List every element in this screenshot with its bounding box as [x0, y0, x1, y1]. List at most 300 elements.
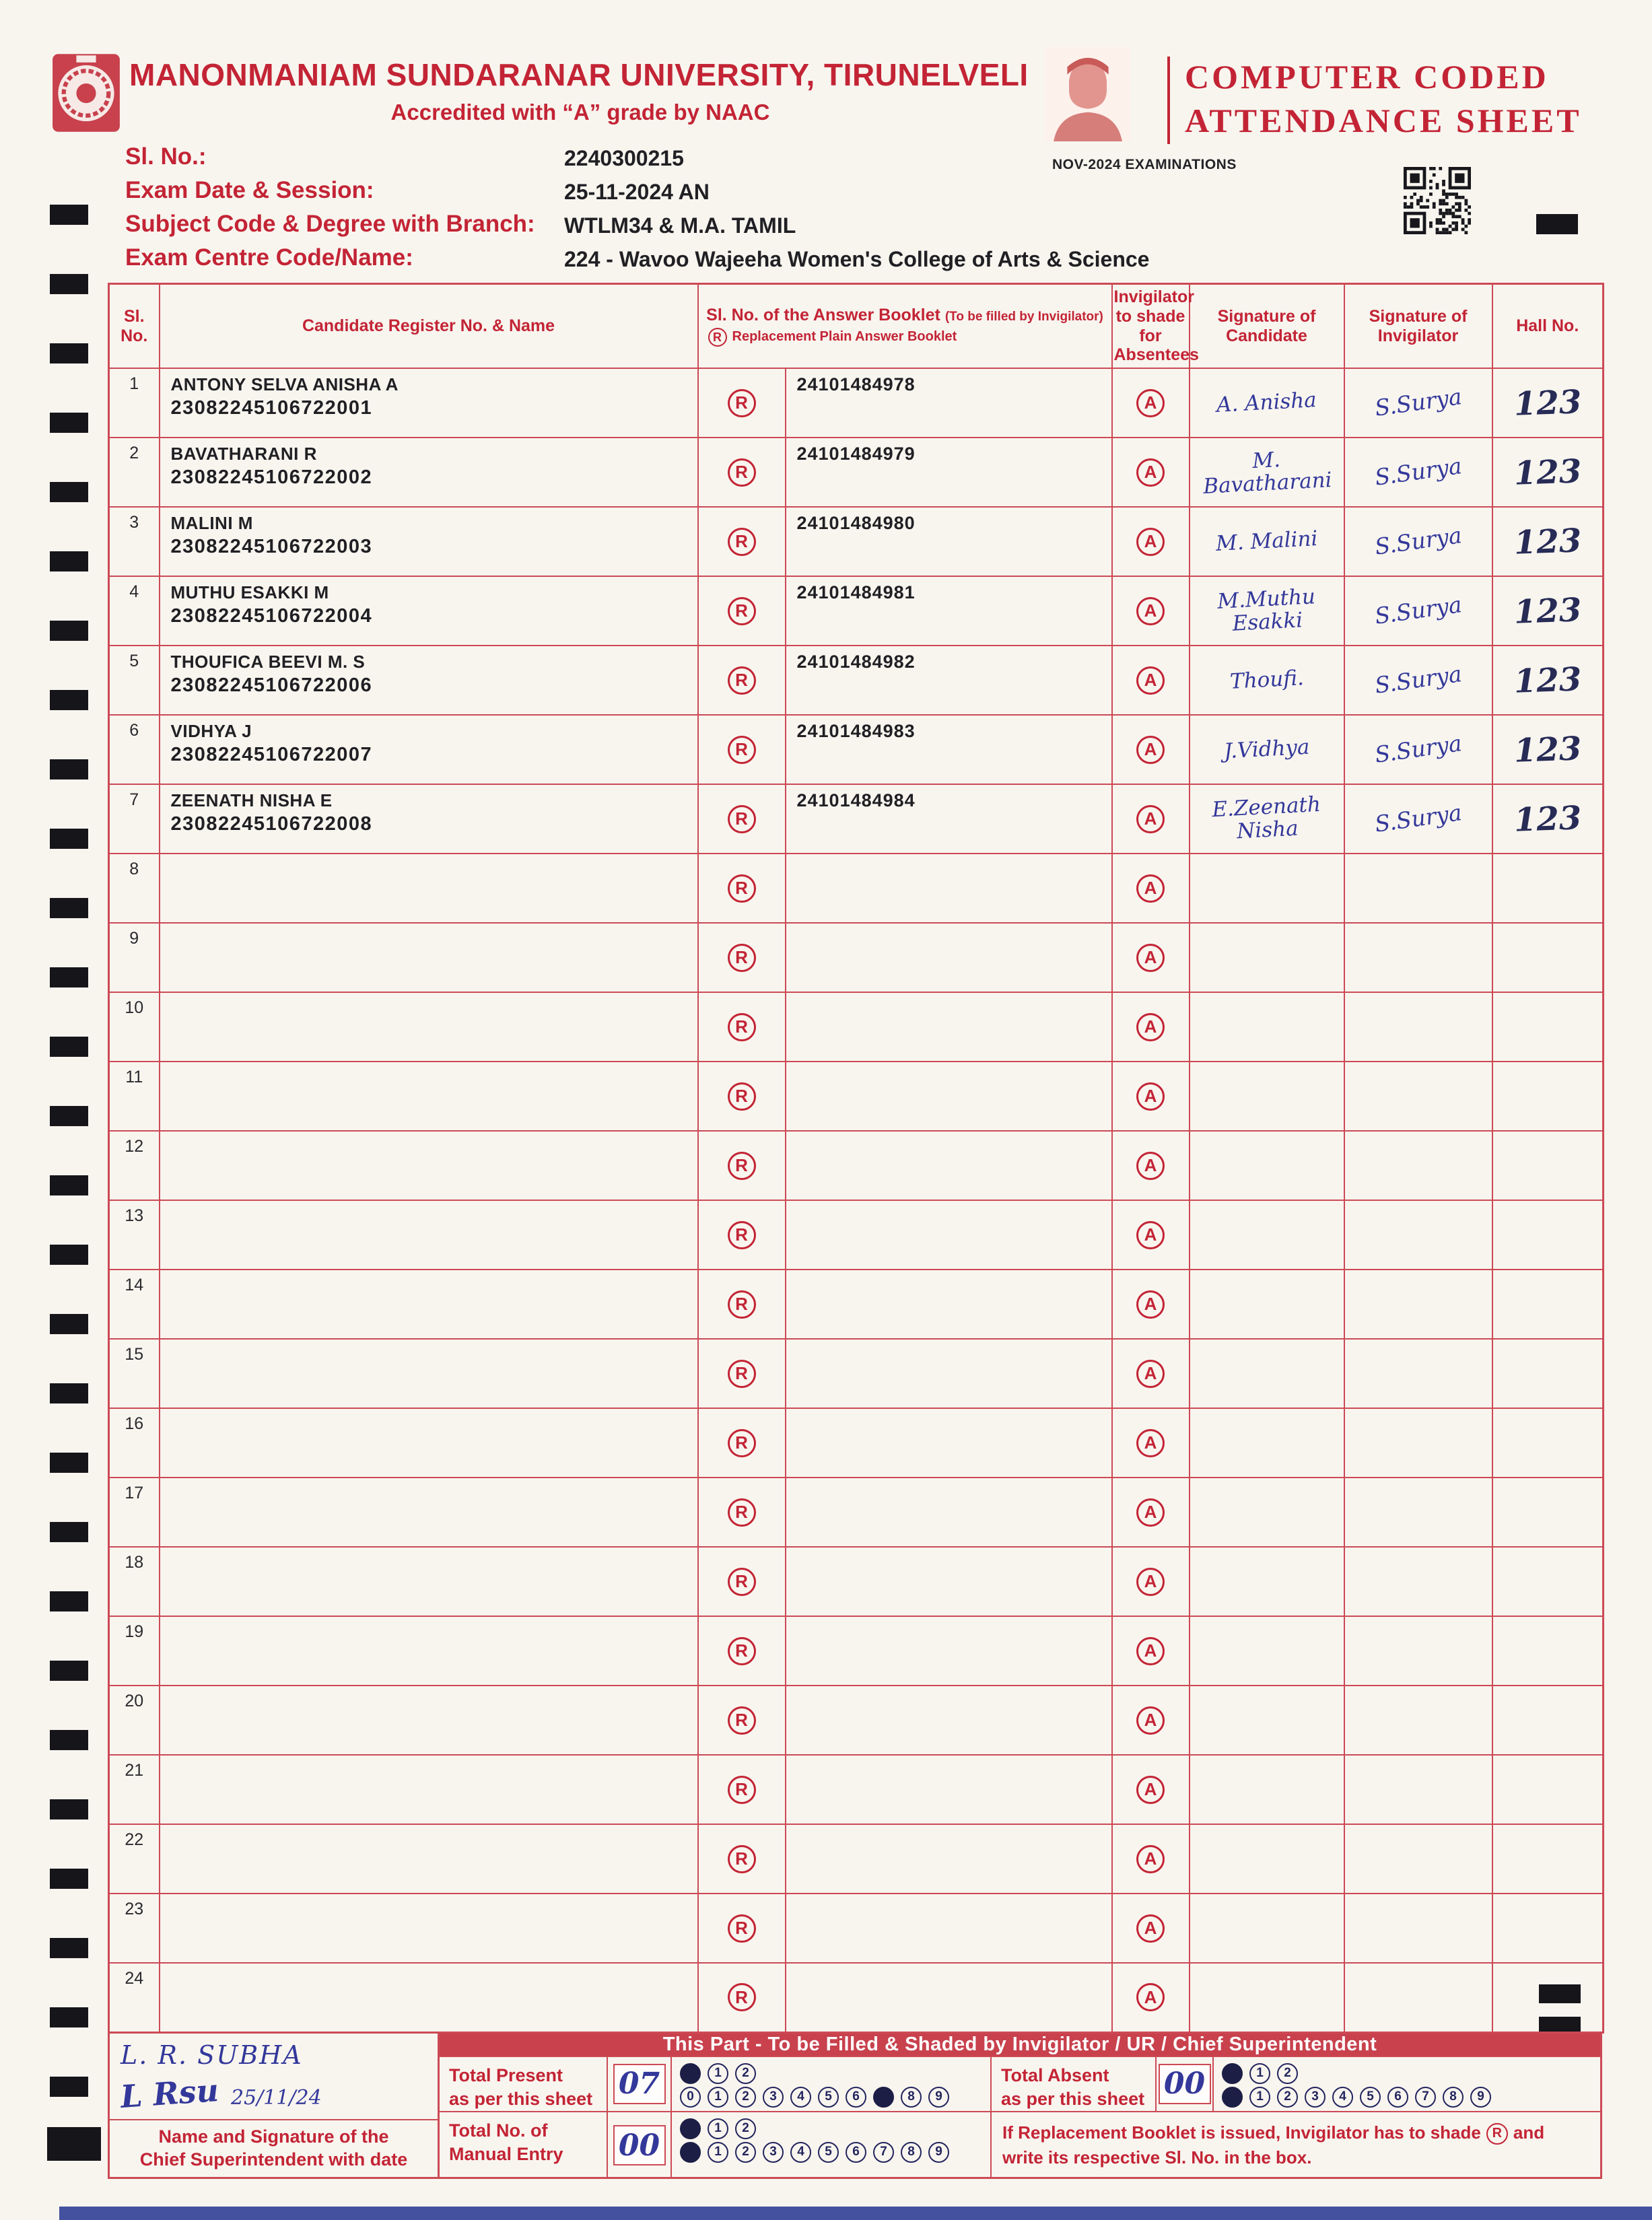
sheet-title — [1185, 55, 1582, 143]
row-candidate-info — [160, 854, 698, 923]
candidate-row — [109, 438, 1604, 507]
shade-bubble-7[interactable]: 7 — [873, 2142, 894, 2163]
row-absent-bubble[interactable]: A — [1112, 854, 1190, 923]
shade-bubble-1[interactable]: 1 — [1249, 2087, 1270, 2108]
row-invigilator-signature[interactable] — [1344, 1686, 1492, 1755]
row-booklet-no[interactable] — [786, 1200, 1112, 1270]
row-replacement-bubble[interactable]: R — [698, 1963, 786, 2032]
row-candidate-signature[interactable] — [1190, 992, 1344, 1062]
row-serial-no: 15 — [109, 1339, 160, 1408]
row-hall-no[interactable] — [1492, 1062, 1604, 1131]
field-label-subject-code: Subject Code & Degree with Branch: — [125, 211, 535, 237]
shade-bubble-0[interactable] — [680, 2118, 701, 2139]
row-candidate-signature[interactable]: A. Anisha — [1190, 368, 1344, 438]
row-serial-no: 18 — [109, 1547, 160, 1616]
row-hall-no[interactable]: 123 — [1492, 368, 1604, 438]
row-candidate-info — [160, 1339, 698, 1408]
row-candidate-signature[interactable] — [1190, 1616, 1344, 1686]
row-absent-bubble[interactable]: A — [1112, 1963, 1190, 2032]
row-invigilator-signature[interactable]: S.Surya — [1344, 646, 1492, 715]
row-serial-no: 12 — [109, 1131, 160, 1200]
registration-mark-bottom-left — [47, 2127, 101, 2161]
candidate-row — [109, 1894, 1604, 1963]
shade-bubble-6[interactable]: 6 — [846, 2142, 866, 2163]
row-candidate-info — [160, 1616, 698, 1686]
row-hall-no[interactable] — [1492, 1270, 1604, 1339]
row-candidate-signature[interactable] — [1190, 1894, 1344, 1963]
row-booklet-no[interactable] — [786, 1131, 1112, 1200]
shade-bubble-9[interactable]: 9 — [1470, 2087, 1491, 2108]
field-label-exam-date: Exam Date & Session: — [125, 177, 374, 203]
row-candidate-signature[interactable]: E.Zeenath Nisha — [1190, 784, 1344, 854]
row-candidate-info — [160, 1200, 698, 1270]
row-invigilator-signature[interactable] — [1344, 1755, 1492, 1824]
shade-bubble-3[interactable]: 3 — [763, 2142, 784, 2163]
row-serial-no: 10 — [109, 992, 160, 1062]
accreditation-line: Accredited with “A” grade by NAAC — [390, 100, 770, 125]
field-label-exam-centre: Exam Centre Code/Name: — [125, 244, 413, 271]
shade-bubble-3[interactable]: 3 — [1305, 2087, 1326, 2108]
row-candidate-signature[interactable] — [1190, 923, 1344, 992]
row-booklet-no[interactable] — [786, 1616, 1112, 1686]
attendance-table — [108, 283, 1604, 2034]
header-divider — [1167, 57, 1170, 144]
row-absent-bubble[interactable]: A — [1112, 1408, 1190, 1478]
manual-entry-value-box[interactable] — [608, 2112, 672, 2179]
row-absent-bubble[interactable]: A — [1112, 1686, 1190, 1755]
row-replacement-bubble[interactable]: R — [698, 715, 786, 784]
shade-bubble-9[interactable]: 9 — [928, 2087, 949, 2108]
row-hall-no[interactable] — [1492, 1408, 1604, 1478]
shade-bubble-2[interactable]: 2 — [735, 2063, 756, 2084]
row-replacement-bubble[interactable]: R — [698, 1824, 786, 1894]
row-booklet-no[interactable] — [786, 1547, 1112, 1616]
row-booklet-no[interactable] — [786, 1894, 1112, 1963]
row-hall-no[interactable] — [1492, 1547, 1604, 1616]
row-candidate-info: MALINI M 23082245106722003 — [160, 507, 698, 576]
row-candidate-signature[interactable] — [1190, 1963, 1344, 2032]
manual-entry-row — [440, 2111, 1600, 2179]
row-invigilator-signature[interactable]: S.Surya — [1344, 438, 1492, 507]
row-serial-no: 11 — [109, 1062, 160, 1131]
row-serial-no: 20 — [109, 1686, 160, 1755]
row-invigilator-signature[interactable] — [1344, 1963, 1492, 2032]
chief-date-handwritten: 25/11/24 — [230, 2085, 322, 2110]
candidate-row — [109, 1616, 1604, 1686]
total-absent-label: Total Absent as per this sheet — [992, 2057, 1157, 2111]
main-content — [108, 283, 1602, 2179]
row-serial-no: 23 — [109, 1894, 160, 1963]
row-candidate-info — [160, 1270, 698, 1339]
candidate-row — [109, 576, 1604, 646]
row-invigilator-signature[interactable]: S.Surya — [1344, 507, 1492, 576]
shade-bubble-6[interactable]: 6 — [1387, 2087, 1408, 2108]
row-serial-no: 1 — [109, 368, 160, 438]
row-candidate-signature[interactable]: Thoufi. — [1190, 646, 1344, 715]
row-hall-no[interactable] — [1492, 1894, 1604, 1963]
row-serial-no: 19 — [109, 1616, 160, 1686]
row-invigilator-signature[interactable] — [1344, 992, 1492, 1062]
row-invigilator-signature[interactable] — [1344, 1547, 1492, 1616]
candidate-row — [109, 992, 1604, 1062]
row-invigilator-signature[interactable] — [1344, 1200, 1492, 1270]
row-replacement-bubble[interactable]: R — [698, 507, 786, 576]
row-hall-no[interactable]: 123 — [1492, 438, 1604, 507]
chief-superintendent-cell — [110, 2034, 440, 2177]
row-serial-no: 4 — [109, 576, 160, 646]
row-hall-no[interactable]: 123 — [1492, 646, 1604, 715]
row-booklet-no[interactable] — [786, 1686, 1112, 1755]
col-header-signature-invigilator: Signature of Invigilator — [1344, 284, 1492, 369]
row-replacement-bubble[interactable]: R — [698, 784, 786, 854]
row-candidate-info — [160, 1062, 698, 1131]
row-candidate-info: THOUFICA BEEVI M. S 23082245106722006 — [160, 646, 698, 715]
row-invigilator-signature[interactable]: S.Surya — [1344, 784, 1492, 854]
university-name: MANONMANIAM SUNDARANAR UNIVERSITY, TIRUNELVELI — [129, 57, 1029, 92]
portrait-image — [1045, 47, 1131, 141]
chief-label: Name and Signature of the Chief Superintendent with date — [110, 2119, 438, 2177]
row-serial-no: 2 — [109, 438, 160, 507]
shade-bubble-8[interactable]: 8 — [1443, 2087, 1464, 2108]
row-replacement-bubble[interactable]: R — [698, 646, 786, 715]
row-hall-no[interactable] — [1492, 854, 1604, 923]
row-absent-bubble[interactable]: A — [1112, 1824, 1190, 1894]
candidate-row — [109, 1200, 1604, 1270]
row-hall-no[interactable] — [1492, 1755, 1604, 1824]
row-candidate-info — [160, 1408, 698, 1478]
row-absent-bubble[interactable]: A — [1112, 438, 1190, 507]
shade-bubble-5[interactable]: 5 — [818, 2087, 839, 2108]
candidate-row — [109, 368, 1604, 438]
row-candidate-info — [160, 1131, 698, 1200]
candidate-row — [109, 1270, 1604, 1339]
row-booklet-no[interactable]: 24101484979 — [786, 438, 1112, 507]
row-replacement-bubble[interactable]: R — [698, 1755, 786, 1824]
row-serial-no: 5 — [109, 646, 160, 715]
row-serial-no: 13 — [109, 1200, 160, 1270]
row-booklet-no[interactable] — [786, 1963, 1112, 2032]
row-booklet-no[interactable] — [786, 992, 1112, 1062]
candidate-row — [109, 646, 1604, 715]
row-booklet-no[interactable]: 24101484982 — [786, 646, 1112, 715]
row-candidate-signature[interactable] — [1190, 1755, 1344, 1824]
row-hall-no[interactable]: 123 — [1492, 784, 1604, 854]
row-replacement-bubble[interactable]: R — [698, 1478, 786, 1547]
qr-code — [1404, 167, 1471, 234]
row-replacement-bubble[interactable]: R — [698, 1200, 786, 1270]
row-candidate-signature[interactable]: M.Muthu Esakki — [1190, 576, 1344, 646]
row-replacement-bubble[interactable]: R — [698, 1131, 786, 1200]
row-booklet-no[interactable] — [786, 1408, 1112, 1478]
row-serial-no: 17 — [109, 1478, 160, 1547]
row-absent-bubble[interactable]: A — [1112, 1200, 1190, 1270]
row-booklet-no[interactable]: 24101484984 — [786, 784, 1112, 854]
chief-signature-area[interactable] — [110, 2034, 438, 2120]
table-header-row — [109, 284, 1604, 369]
shade-bubble-1[interactable]: 1 — [708, 2063, 728, 2084]
footer-section — [108, 2034, 1602, 2179]
attendance-table-body — [109, 368, 1604, 2032]
row-absent-bubble[interactable]: A — [1112, 923, 1190, 992]
row-booklet-no[interactable] — [786, 923, 1112, 992]
university-logo — [51, 53, 121, 133]
replacement-icon: R — [708, 328, 727, 347]
row-candidate-info: ZEENATH NISHA E 23082245106722008 — [160, 784, 698, 854]
shade-bubble-2[interactable]: 2 — [1277, 2063, 1298, 2084]
candidate-row — [109, 854, 1604, 923]
row-absent-bubble[interactable]: A — [1112, 576, 1190, 646]
col-header-booklet: Sl. No. of the Answer Booklet (To be filled by Invigilator) R Replacement Plain Answer Booklet — [698, 284, 1112, 369]
row-candidate-info — [160, 1478, 698, 1547]
row-candidate-signature[interactable] — [1190, 1339, 1344, 1408]
row-invigilator-signature[interactable] — [1344, 1408, 1492, 1478]
col-header-candidate: Candidate Register No. & Name — [160, 284, 698, 369]
shade-bubble-4[interactable]: 4 — [1332, 2087, 1353, 2108]
row-serial-no: 6 — [109, 715, 160, 784]
sheet-title-line2: ATTENDANCE SHEET — [1185, 102, 1582, 139]
shade-bubble-1[interactable]: 1 — [708, 2142, 728, 2163]
shade-bubble-9[interactable]: 9 — [928, 2142, 949, 2163]
row-absent-bubble[interactable]: A — [1112, 507, 1190, 576]
row-absent-bubble[interactable]: A — [1112, 1616, 1190, 1686]
shade-bubble-0[interactable] — [1222, 2087, 1243, 2108]
chief-name-handwritten: L. R. SUBHA — [121, 2040, 303, 2070]
field-value-exam-date: 25-11-2024 AN — [564, 180, 710, 204]
row-booklet-no[interactable] — [786, 1755, 1112, 1824]
row-serial-no: 9 — [109, 923, 160, 992]
row-candidate-info — [160, 1963, 698, 2032]
total-absent-bubbles — [1214, 2057, 1600, 2111]
manual-entry-value: 00 — [618, 2128, 660, 2163]
shade-bubble-2[interactable]: 2 — [735, 2087, 756, 2108]
row-candidate-info: MUTHU ESAKKI M 23082245106722004 — [160, 576, 698, 646]
row-absent-bubble[interactable]: A — [1112, 1478, 1190, 1547]
total-absent-value-box[interactable] — [1157, 2057, 1214, 2111]
row-replacement-bubble[interactable]: R — [698, 368, 786, 438]
row-candidate-signature[interactable]: M. Malini — [1190, 507, 1344, 576]
row-hall-no[interactable] — [1492, 923, 1604, 992]
shade-bubble-0[interactable]: 0 — [680, 2087, 701, 2108]
field-label-sl-no: Sl. No.: — [125, 143, 207, 170]
row-serial-no: 3 — [109, 507, 160, 576]
row-candidate-signature[interactable] — [1190, 1062, 1344, 1131]
row-absent-bubble[interactable]: A — [1112, 1547, 1190, 1616]
row-candidate-signature[interactable] — [1190, 1547, 1344, 1616]
shade-bubble-7[interactable]: 7 — [1415, 2087, 1436, 2108]
row-booklet-no[interactable]: 24101484981 — [786, 576, 1112, 646]
timing-marks-left — [50, 205, 88, 2128]
row-candidate-signature[interactable] — [1190, 1686, 1344, 1755]
row-replacement-bubble[interactable]: R — [698, 1616, 786, 1686]
row-booklet-no[interactable]: 24101484978 — [786, 368, 1112, 438]
row-candidate-signature[interactable] — [1190, 1200, 1344, 1270]
row-absent-bubble[interactable]: A — [1112, 368, 1190, 438]
row-replacement-bubble[interactable]: R — [698, 576, 786, 646]
row-replacement-bubble[interactable]: R — [698, 1270, 786, 1339]
row-invigilator-signature[interactable]: S.Surya — [1344, 576, 1492, 646]
candidate-row — [109, 1963, 1604, 2032]
examinations-label: NOV-2024 EXAMINATIONS — [1052, 157, 1237, 172]
row-hall-no[interactable] — [1492, 1824, 1604, 1894]
shade-bubble-1[interactable]: 1 — [1249, 2063, 1270, 2084]
row-candidate-signature[interactable] — [1190, 1270, 1344, 1339]
row-booklet-no[interactable] — [786, 1478, 1112, 1547]
row-serial-no: 14 — [109, 1270, 160, 1339]
candidate-row — [109, 715, 1604, 784]
shade-bubble-0[interactable] — [680, 2142, 701, 2163]
scan-edge-strip — [59, 2207, 1652, 2220]
row-candidate-signature[interactable] — [1190, 1478, 1344, 1547]
row-booklet-no[interactable] — [786, 1339, 1112, 1408]
row-candidate-signature[interactable] — [1190, 1824, 1344, 1894]
row-invigilator-signature[interactable] — [1344, 1616, 1492, 1686]
row-candidate-info — [160, 1686, 698, 1755]
row-replacement-bubble[interactable]: R — [698, 992, 786, 1062]
row-invigilator-signature[interactable] — [1344, 1270, 1492, 1339]
row-hall-no[interactable]: 123 — [1492, 507, 1604, 576]
replacement-icon: R — [1486, 2123, 1508, 2145]
row-candidate-info: VIDHYA J 23082245106722007 — [160, 715, 698, 784]
row-absent-bubble[interactable]: A — [1112, 1062, 1190, 1131]
row-hall-no[interactable] — [1492, 1616, 1604, 1686]
row-absent-bubble[interactable]: A — [1112, 1270, 1190, 1339]
row-invigilator-signature[interactable] — [1344, 1339, 1492, 1408]
shade-bubble-5[interactable]: 5 — [818, 2142, 839, 2163]
manual-entry-bubbles — [672, 2112, 992, 2179]
row-replacement-bubble[interactable]: R — [698, 1062, 786, 1131]
row-serial-no: 22 — [109, 1824, 160, 1894]
row-invigilator-signature[interactable] — [1344, 1131, 1492, 1200]
row-replacement-bubble[interactable]: R — [698, 854, 786, 923]
row-booklet-no[interactable]: 24101484983 — [786, 715, 1112, 784]
shade-bubble-3[interactable]: 3 — [763, 2087, 784, 2108]
total-present-value-box[interactable] — [608, 2057, 672, 2111]
row-candidate-signature[interactable] — [1190, 1131, 1344, 1200]
col-header-hall: Hall No. — [1492, 284, 1604, 369]
row-hall-no[interactable] — [1492, 1339, 1604, 1408]
field-value-subject-code: WTLM34 & M.A. TAMIL — [564, 213, 796, 238]
row-candidate-info — [160, 923, 698, 992]
shade-bubble-1[interactable]: 1 — [708, 2087, 728, 2108]
total-present-bubbles — [672, 2057, 992, 2111]
shade-bubble-0[interactable] — [1222, 2063, 1243, 2084]
shade-bubble-5[interactable]: 5 — [1360, 2087, 1381, 2108]
row-absent-bubble[interactable]: A — [1112, 784, 1190, 854]
row-invigilator-signature[interactable] — [1344, 1478, 1492, 1547]
candidate-row — [109, 507, 1604, 576]
row-candidate-info — [160, 1824, 698, 1894]
row-candidate-signature[interactable] — [1190, 1408, 1344, 1478]
row-absent-bubble[interactable]: A — [1112, 992, 1190, 1062]
row-hall-no[interactable] — [1492, 992, 1604, 1062]
row-absent-bubble[interactable]: A — [1112, 1755, 1190, 1824]
candidate-row — [109, 1824, 1604, 1894]
row-invigilator-signature[interactable] — [1344, 1824, 1492, 1894]
candidate-row — [109, 923, 1604, 992]
shade-bubble-8[interactable]: 8 — [901, 2087, 922, 2108]
candidate-row — [109, 1062, 1604, 1131]
shade-bubble-2[interactable]: 2 — [735, 2118, 756, 2139]
row-hall-no[interactable] — [1492, 1686, 1604, 1755]
row-invigilator-signature[interactable] — [1344, 1062, 1492, 1131]
row-replacement-bubble[interactable]: R — [698, 438, 786, 507]
shade-bubble-0[interactable] — [680, 2063, 701, 2084]
row-invigilator-signature[interactable] — [1344, 854, 1492, 923]
row-serial-no: 8 — [109, 854, 160, 923]
row-invigilator-signature[interactable]: S.Surya — [1344, 715, 1492, 784]
row-hall-no[interactable] — [1492, 1478, 1604, 1547]
row-candidate-info — [160, 1755, 698, 1824]
row-booklet-no[interactable] — [786, 1270, 1112, 1339]
row-absent-bubble[interactable]: A — [1112, 1894, 1190, 1963]
row-hall-no[interactable] — [1492, 1131, 1604, 1200]
row-replacement-bubble[interactable]: R — [698, 1894, 786, 1963]
row-booklet-no[interactable] — [786, 1062, 1112, 1131]
row-serial-no: 16 — [109, 1408, 160, 1478]
row-serial-no: 24 — [109, 1963, 160, 2032]
row-candidate-signature[interactable]: M. Bavatharani — [1190, 438, 1344, 507]
shade-bubble-2[interactable]: 2 — [735, 2142, 756, 2163]
row-hall-no[interactable]: 123 — [1492, 576, 1604, 646]
shade-bubble-8[interactable]: 8 — [901, 2142, 922, 2163]
row-replacement-bubble[interactable]: R — [698, 923, 786, 992]
row-invigilator-signature[interactable]: S.Surya — [1344, 368, 1492, 438]
candidate-row — [109, 1547, 1604, 1616]
col-header-sl: Sl. No. — [109, 284, 160, 369]
row-replacement-bubble[interactable]: R — [698, 1408, 786, 1478]
row-booklet-no[interactable] — [786, 1824, 1112, 1894]
shade-bubble-4[interactable]: 4 — [790, 2142, 811, 2163]
shade-bubble-1[interactable]: 1 — [708, 2118, 728, 2139]
manual-entry-label: Total No. of Manual Entry — [440, 2112, 608, 2179]
total-present-value: 07 — [618, 2067, 660, 2102]
row-invigilator-signature[interactable] — [1344, 1894, 1492, 1963]
registration-mark-top-right — [1536, 214, 1578, 234]
row-absent-bubble[interactable]: A — [1112, 1339, 1190, 1408]
row-candidate-signature[interactable]: J.Vidhya — [1190, 715, 1344, 784]
row-replacement-bubble[interactable]: R — [698, 1547, 786, 1616]
shade-bubble-6[interactable]: 6 — [846, 2087, 866, 2108]
row-replacement-bubble[interactable]: R — [698, 1686, 786, 1755]
shade-bubble-2[interactable]: 2 — [1277, 2087, 1298, 2108]
replacement-note: If Replacement Booklet is issued, Invigilator has to shade R and write its respective Sl. No. in the box. — [1002, 2122, 1545, 2168]
row-absent-bubble[interactable]: A — [1112, 1131, 1190, 1200]
row-candidate-info — [160, 1894, 698, 1963]
invigilator-part — [440, 2034, 1600, 2177]
row-hall-no[interactable] — [1492, 1963, 1604, 2032]
row-invigilator-signature[interactable] — [1344, 923, 1492, 992]
total-present-label: Total Present as per this sheet — [440, 2057, 608, 2111]
row-hall-no[interactable]: 123 — [1492, 715, 1604, 784]
candidate-row — [109, 1339, 1604, 1408]
candidate-row — [109, 1686, 1604, 1755]
field-value-exam-centre: 224 - Wavoo Wajeeha Women's College of Arts & Science — [564, 247, 1150, 271]
row-replacement-bubble[interactable]: R — [698, 1339, 786, 1408]
row-absent-bubble[interactable]: A — [1112, 646, 1190, 715]
row-candidate-info — [160, 1547, 698, 1616]
invigilator-part-title: This Part - To be Filled & Shaded by Invigilator / UR / Chief Superintendent — [440, 2034, 1600, 2056]
row-absent-bubble[interactable]: A — [1112, 715, 1190, 784]
shade-bubble-4[interactable]: 4 — [790, 2087, 811, 2108]
form-fields — [125, 143, 1149, 277]
row-candidate-signature[interactable] — [1190, 854, 1344, 923]
chief-signature-handwritten: L Rsu — [119, 2071, 220, 2115]
shade-bubble-7[interactable] — [873, 2087, 894, 2108]
row-booklet-no[interactable] — [786, 854, 1112, 923]
row-hall-no[interactable] — [1492, 1200, 1604, 1270]
row-candidate-info — [160, 992, 698, 1062]
row-booklet-no[interactable]: 24101484980 — [786, 507, 1112, 576]
